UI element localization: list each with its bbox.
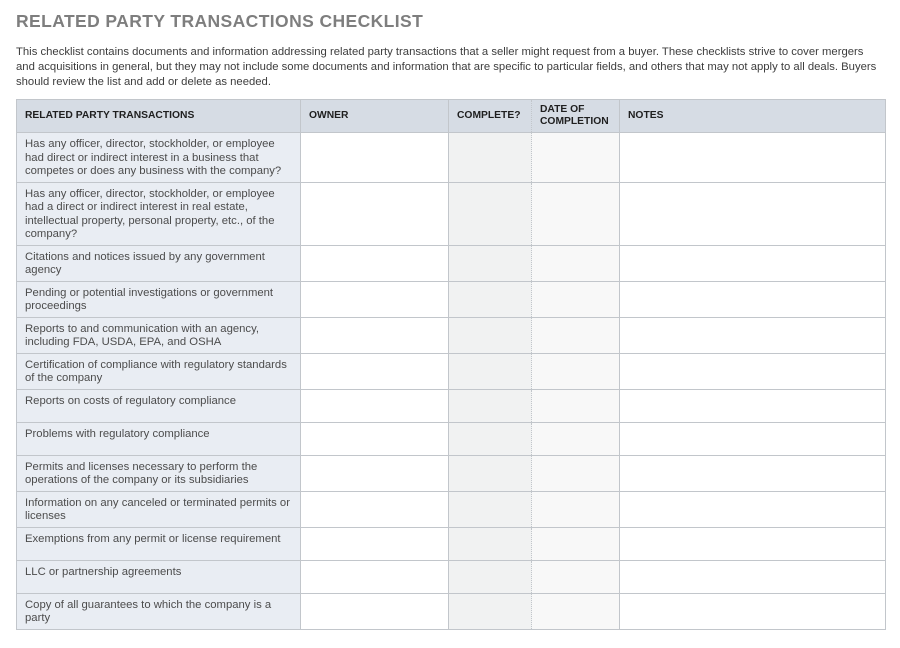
checklist-table xyxy=(16,99,886,630)
intro-text: This checklist contains documents and information addressing related party transactions that a seller might request from a buyer. These checklists strive to cover mergers and acquisitions in general, but they may not include some documents and information that are specific to particular fields, and others that may not apply to all deals. Buyers should review the list and add or delete as needed. xyxy=(16,46,877,88)
row-item-label: Exemptions from any permit or license requirement xyxy=(17,527,301,560)
cell-notes[interactable] xyxy=(620,491,886,527)
cell-owner[interactable] xyxy=(301,491,449,527)
cell-notes[interactable] xyxy=(620,527,886,560)
table-row xyxy=(17,560,886,593)
cell-notes[interactable] xyxy=(620,422,886,455)
row-item-label: Problems with regulatory compliance xyxy=(17,422,301,455)
table-row xyxy=(17,491,886,527)
row-item-label: Citations and notices issued by any government agency xyxy=(17,245,301,281)
cell-date-of-completion[interactable] xyxy=(532,389,620,422)
table-row xyxy=(17,182,886,245)
table-row xyxy=(17,422,886,455)
table-row xyxy=(17,593,886,629)
cell-complete[interactable] xyxy=(449,281,532,317)
table-header-row xyxy=(17,100,886,133)
cell-date-of-completion[interactable] xyxy=(532,455,620,491)
cell-date-of-completion[interactable] xyxy=(532,317,620,353)
cell-date-of-completion[interactable] xyxy=(532,133,620,183)
row-item-label: Information on any canceled or terminated permits or licenses xyxy=(17,491,301,527)
cell-date-of-completion[interactable] xyxy=(532,491,620,527)
table-row xyxy=(17,389,886,422)
checklist-body xyxy=(17,133,886,630)
cell-notes[interactable] xyxy=(620,182,886,245)
row-item-label: LLC or partnership agreements xyxy=(17,560,301,593)
cell-notes[interactable] xyxy=(620,560,886,593)
row-item-label: Has any officer, director, stockholder, or employee had direct or indirect interest in a business that competes or does any business with the company? xyxy=(17,133,301,183)
cell-owner[interactable] xyxy=(301,353,449,389)
cell-complete[interactable] xyxy=(449,353,532,389)
cell-owner[interactable] xyxy=(301,593,449,629)
row-item-label: Permits and licenses necessary to perform the operations of the company or its subsidiaries xyxy=(17,455,301,491)
cell-complete[interactable] xyxy=(449,491,532,527)
cell-complete[interactable] xyxy=(449,389,532,422)
row-item-label: Reports to and communication with an agency, including FDA, USDA, EPA, and OSHA xyxy=(17,317,301,353)
cell-complete[interactable] xyxy=(449,245,532,281)
cell-notes[interactable] xyxy=(620,455,886,491)
header-complete: COMPLETE? xyxy=(449,100,532,133)
cell-notes[interactable] xyxy=(620,245,886,281)
cell-date-of-completion[interactable] xyxy=(532,560,620,593)
cell-owner[interactable] xyxy=(301,527,449,560)
cell-complete[interactable] xyxy=(449,133,532,183)
row-item-label: Copy of all guarantees to which the company is a party xyxy=(17,593,301,629)
cell-owner[interactable] xyxy=(301,560,449,593)
row-item-label: Has any officer, director, stockholder, or employee had a direct or indirect interest in real estate, intellectual property, personal property, etc., of the company? xyxy=(17,182,301,245)
row-item-label: Pending or potential investigations or government proceedings xyxy=(17,281,301,317)
table-row xyxy=(17,317,886,353)
cell-date-of-completion[interactable] xyxy=(532,281,620,317)
row-item-label: Certification of compliance with regulatory standards of the company xyxy=(17,353,301,389)
cell-complete[interactable] xyxy=(449,455,532,491)
table-row xyxy=(17,527,886,560)
cell-date-of-completion[interactable] xyxy=(532,593,620,629)
cell-owner[interactable] xyxy=(301,455,449,491)
cell-complete[interactable] xyxy=(449,560,532,593)
cell-date-of-completion[interactable] xyxy=(532,422,620,455)
cell-owner[interactable] xyxy=(301,389,449,422)
cell-notes[interactable] xyxy=(620,317,886,353)
table-row xyxy=(17,353,886,389)
header-related-party-transactions: RELATED PARTY TRANSACTIONS xyxy=(17,100,301,133)
header-owner: OWNER xyxy=(301,100,449,133)
cell-owner[interactable] xyxy=(301,245,449,281)
cell-notes[interactable] xyxy=(620,133,886,183)
cell-complete[interactable] xyxy=(449,317,532,353)
cell-complete[interactable] xyxy=(449,182,532,245)
header-date-of-completion: DATE OF COMPLETION xyxy=(532,100,620,133)
cell-owner[interactable] xyxy=(301,317,449,353)
row-item-label: Reports on costs of regulatory compliance xyxy=(17,389,301,422)
cell-complete[interactable] xyxy=(449,527,532,560)
cell-owner[interactable] xyxy=(301,133,449,183)
cell-notes[interactable] xyxy=(620,353,886,389)
cell-owner[interactable] xyxy=(301,422,449,455)
cell-date-of-completion[interactable] xyxy=(532,353,620,389)
cell-owner[interactable] xyxy=(301,182,449,245)
table-row xyxy=(17,281,886,317)
cell-complete[interactable] xyxy=(449,593,532,629)
cell-notes[interactable] xyxy=(620,593,886,629)
cell-date-of-completion[interactable] xyxy=(532,527,620,560)
cell-complete[interactable] xyxy=(449,422,532,455)
cell-date-of-completion[interactable] xyxy=(532,245,620,281)
cell-notes[interactable] xyxy=(620,389,886,422)
table-row xyxy=(17,455,886,491)
header-notes: NOTES xyxy=(620,100,886,133)
table-row xyxy=(17,245,886,281)
cell-owner[interactable] xyxy=(301,281,449,317)
cell-date-of-completion[interactable] xyxy=(532,182,620,245)
page-title: RELATED PARTY TRANSACTIONS CHECKLIST xyxy=(16,11,424,31)
table-row xyxy=(17,133,886,183)
cell-notes[interactable] xyxy=(620,281,886,317)
